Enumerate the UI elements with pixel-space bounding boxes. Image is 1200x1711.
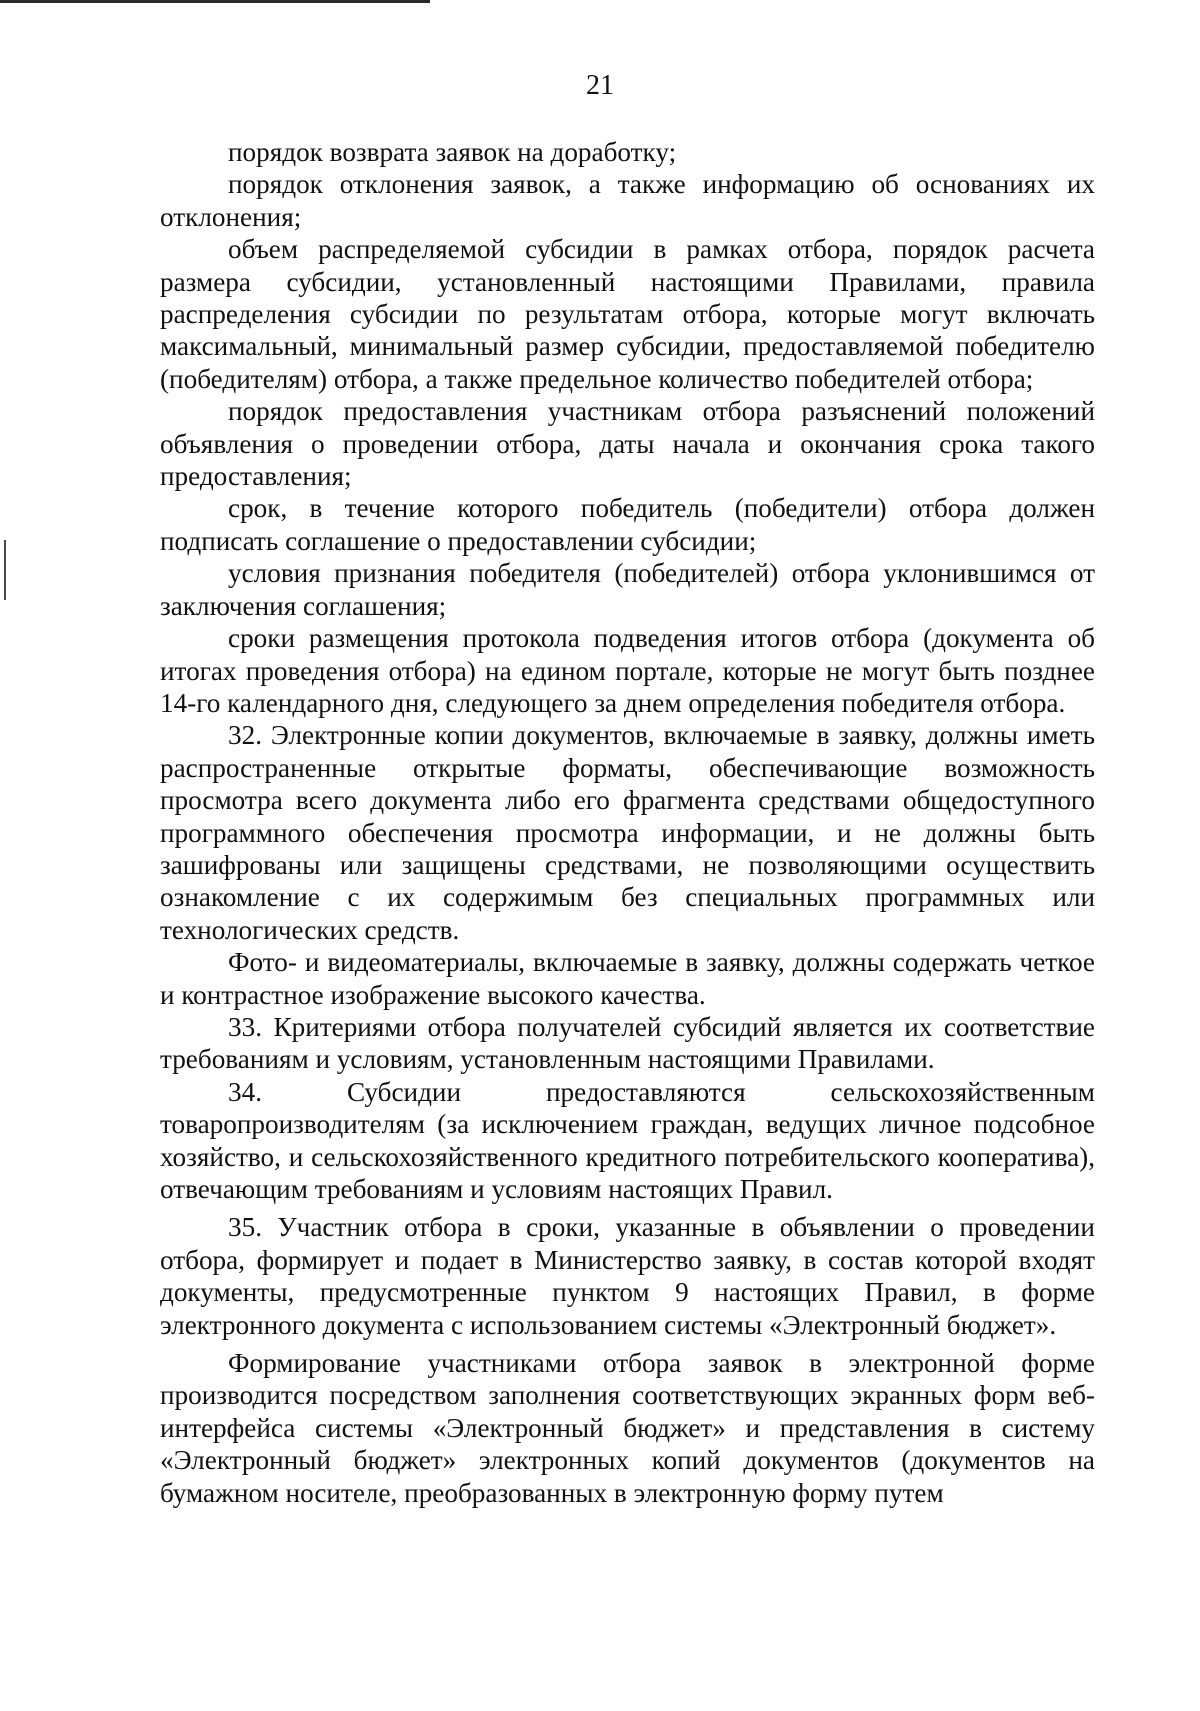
paragraph-protocol-deadlines: сроки размещения протокола подведения итогов отбора (документа об итогах проведения отбора) на едином портале, которые не могут быть позднее 14-го календарного дня, следующего за днем определения победителя отбора. <box>160 623 1095 718</box>
scan-margin-mark <box>4 540 6 600</box>
page-number: 21 <box>586 70 614 101</box>
paragraph-return-procedure: порядок возврата заявок на доработку; <box>228 137 677 167</box>
paragraph-electronic-forming: Формирование участниками отбора заявок в электронной форме производится посредством заполнения соответствующих экранных форм веб-интерфейса системы «Электронный бюджет» и представления в систему «Электронный бюджет» электронных копий документов (документов на бумажном носителе, преобразованных в электронную форму путем <box>160 1348 1095 1508</box>
paragraph-clause-34: 34. Субсидии предоставляются сельскохозяйственным товаропроизводителям (за исключением граждан, ведущих личное подсобное хозяйство, и сельскохозяйственного кредитного потребительского кооператива), отвечающим требованиям и условиям настоящих Правил. <box>160 1076 1095 1204</box>
paragraph-clause-33: 33. Критериями отбора получателей субсидий является их соответствие требованиям и условиям, установленным настоящими Правилами. <box>160 1011 1095 1075</box>
paragraph-evasion-conditions: условия признания победителя (победителей) отбора уклонившимся от заключения соглашения; <box>160 558 1095 621</box>
paragraph-clarifications: порядок предоставления участникам отбора разъяснений положений объявления о проведении отбора, даты начала и окончания срока такого предоставления; <box>160 396 1095 492</box>
paragraph-subsidy-volume: объем распределяемой субсидии в рамках отбора, порядок расчета размера субсидии, установленный настоящими Правилами, правила распределения субсидии по результатам отбора, которые могут включать максимальный, минимальный размер субсидии, предоставляемой победителю (победителям) отбора, а также предельное количество победителей отбора; <box>160 234 1095 394</box>
document-body <box>160 136 1095 1509</box>
paragraph-clause-35: 35. Участник отбора в сроки, указанные в объявлении о проведении отбора, формирует и подает в Министерство заявку, в состав которой входят документы, предусмотренные пунктом 9 настоящих Правил, в форме электронного документа с использованием системы «Электронный бюджет». <box>160 1212 1095 1340</box>
paragraph-signing-term: срок, в течение которого победитель (победители) отбора должен подписать соглашение о предоставлении субсидии; <box>160 493 1095 556</box>
paragraph-clause-32: 32. Электронные копии документов, включаемые в заявку, должны иметь распространенные открытые форматы, обеспечивающие возможность просмотра всего документа либо его фрагмента средствами общедоступного программного обеспечения просмотра информации, и не должны быть зашифрованы или защищены средствами, не позволяющими осуществить ознакомление с их содержимым без специальных программных или технологических средств. <box>160 720 1095 945</box>
paragraph-photo-video: Фото- и видеоматериалы, включаемые в заявку, должны содержать четкое и контрастное изображение высокого качества. <box>160 947 1095 1010</box>
top-border-line <box>0 0 430 3</box>
paragraph-rejection-procedure: порядок отклонения заявок, а также информацию об основаниях их отклонения; <box>160 169 1095 232</box>
